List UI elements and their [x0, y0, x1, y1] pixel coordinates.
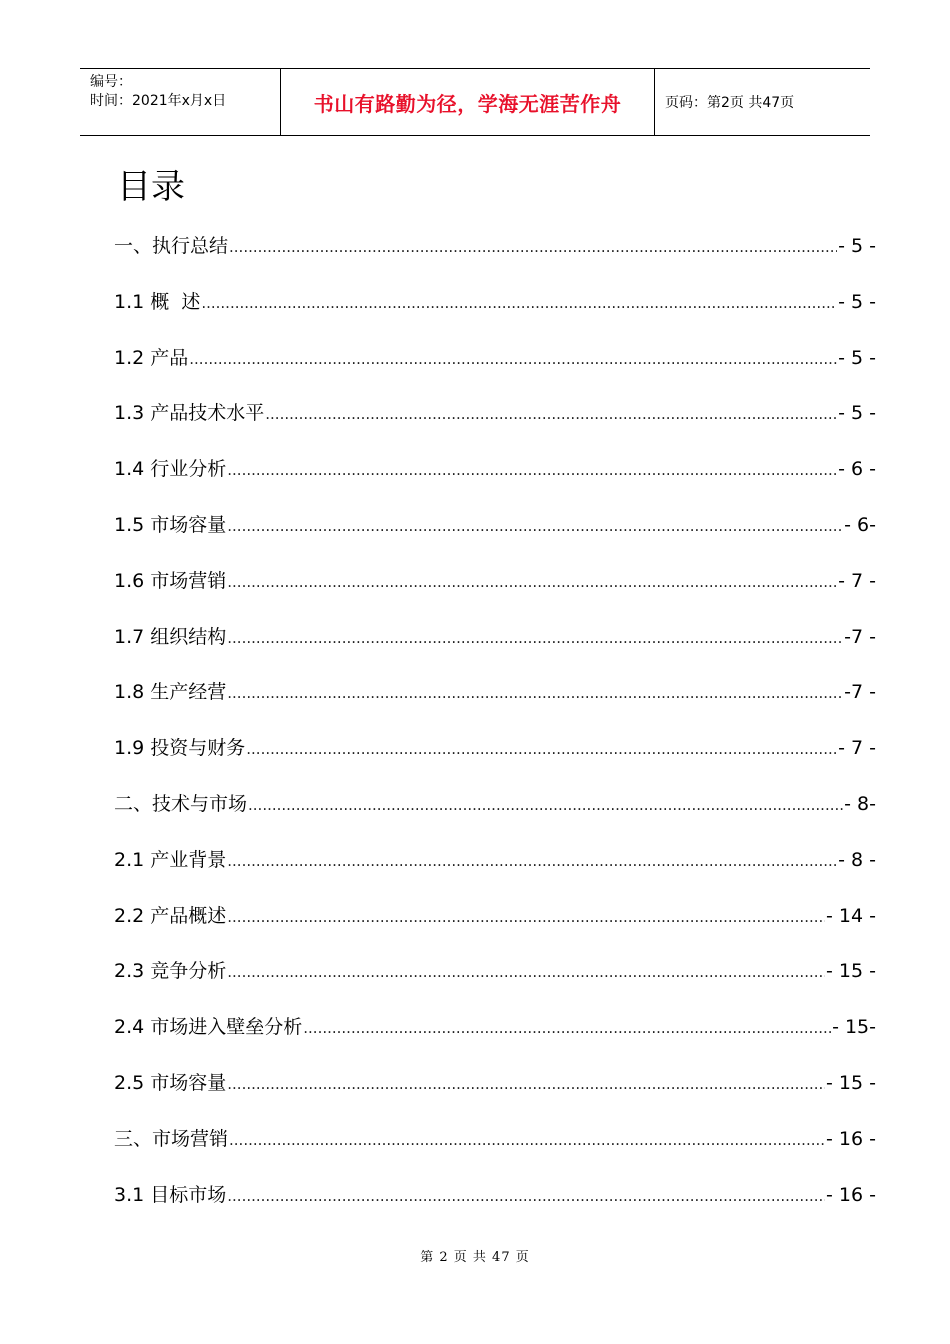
toc-entry-page: -7 - — [844, 681, 876, 704]
toc-entry-label: 2.1 产业背景 — [114, 848, 227, 871]
toc-entry[interactable] — [114, 282, 876, 338]
toc-dot-leader — [227, 618, 843, 658]
page-header — [80, 68, 870, 136]
toc-entry-label: 2.5 市场容量 — [114, 1071, 227, 1094]
motto-text: 书山有路勤为径，学海无涯苦作舟 — [313, 91, 622, 116]
toc-dot-leader — [229, 227, 837, 267]
toc-entry[interactable] — [114, 393, 876, 449]
page-info: 页码：第2页 共47页 — [665, 95, 795, 111]
toc-dot-leader — [227, 1176, 825, 1216]
toc-entry[interactable] — [114, 784, 876, 840]
toc-entry-label: 二、技术与市场 — [114, 792, 248, 815]
toc-dot-leader — [227, 1064, 825, 1104]
toc-dot-leader — [227, 562, 837, 602]
toc-entry[interactable] — [114, 951, 876, 1007]
header-motto-cell — [281, 69, 655, 135]
serial-label: 编号： — [90, 74, 132, 90]
toc-entry[interactable] — [114, 1175, 876, 1231]
toc-entry[interactable] — [114, 1007, 876, 1063]
toc-entry[interactable] — [114, 449, 876, 505]
toc-entry-page: - 7 - — [838, 569, 876, 592]
toc-entry-page: - 5 - — [838, 346, 876, 369]
toc-entry-label: 1.7 组织结构 — [114, 625, 227, 648]
toc-entry[interactable] — [114, 505, 876, 561]
page-footer: 第 2 页 共 47 页 — [420, 1250, 530, 1265]
toc-entry-label: 3.1 目标市场 — [114, 1183, 227, 1206]
toc-entry-page: - 6 - — [838, 458, 876, 481]
toc-dot-leader — [227, 506, 843, 546]
toc-entry-label: 1.8 生产经营 — [114, 681, 227, 704]
toc-entry-label: 1.1 概 述 — [114, 290, 201, 313]
toc-entry[interactable] — [114, 226, 876, 282]
toc-dot-leader — [248, 785, 843, 825]
toc-dot-leader — [246, 729, 837, 769]
header-meta-cell — [80, 69, 281, 135]
toc-dot-leader — [189, 339, 837, 379]
toc-entry-page: - 8 - — [838, 848, 876, 871]
toc-entry-page: - 15- — [832, 1016, 876, 1039]
header-page-cell — [655, 69, 870, 135]
toc-entry[interactable] — [114, 840, 876, 896]
toc-entry-label: 1.9 投资与财务 — [114, 737, 246, 760]
toc-entry[interactable] — [114, 617, 876, 673]
toc-entry-label: 1.2 产品 — [114, 346, 189, 369]
toc-dot-leader — [227, 897, 825, 937]
toc-dot-leader — [303, 1008, 831, 1048]
toc-entry-page: -7 - — [844, 625, 876, 648]
toc-entry-page: - 16 - — [826, 1183, 876, 1206]
toc-entry-page: - 5 - — [838, 402, 876, 425]
toc-entry-page: - 16 - — [826, 1127, 876, 1150]
toc-entry[interactable] — [114, 672, 876, 728]
toc-entry-label: 1.5 市场容量 — [114, 513, 227, 536]
toc-entry-page: - 5 - — [838, 290, 876, 313]
toc-entry-label: 1.4 行业分析 — [114, 458, 227, 481]
toc-entry-page: - 6- — [844, 513, 876, 536]
toc-entry-label: 一、执行总结 — [114, 235, 229, 257]
toc-dot-leader — [227, 841, 837, 881]
toc-entry[interactable] — [114, 338, 876, 394]
toc-entry[interactable] — [114, 1119, 876, 1175]
toc-entry[interactable] — [114, 728, 876, 784]
toc-entry-page: - 7 - — [838, 737, 876, 760]
toc-entry-label: 三、市场营销 — [114, 1127, 229, 1150]
toc-entry-page: - 14 - — [826, 904, 876, 927]
toc-dot-leader — [229, 1120, 825, 1160]
toc-dot-leader — [227, 673, 843, 713]
toc-title: 目录 — [117, 167, 185, 207]
toc-entry[interactable] — [114, 561, 876, 617]
toc-dot-leader — [265, 394, 837, 434]
toc-entry-page: - 8- — [844, 792, 876, 815]
toc-entry-label: 2.2 产品概述 — [114, 904, 227, 927]
date-label: 时间：2021年x月x日 — [90, 93, 227, 109]
toc-entry[interactable] — [114, 1063, 876, 1119]
toc-entry[interactable] — [114, 896, 876, 952]
toc-dot-leader — [227, 450, 837, 490]
toc-entry-label: 1.3 产品技术水平 — [114, 402, 265, 425]
toc-entry-label: 2.3 竞争分析 — [114, 960, 227, 983]
toc-list — [114, 226, 876, 1230]
toc-entry-page: - 15 - — [826, 1071, 876, 1094]
toc-entry-label: 1.6 市场营销 — [114, 569, 227, 592]
toc-dot-leader — [227, 952, 825, 992]
toc-entry-label: 2.4 市场进入壁垒分析 — [114, 1016, 303, 1039]
toc-entry-page: - 5 - — [838, 235, 876, 257]
toc-entry-page: - 15 - — [826, 960, 876, 983]
toc-dot-leader — [201, 283, 837, 323]
